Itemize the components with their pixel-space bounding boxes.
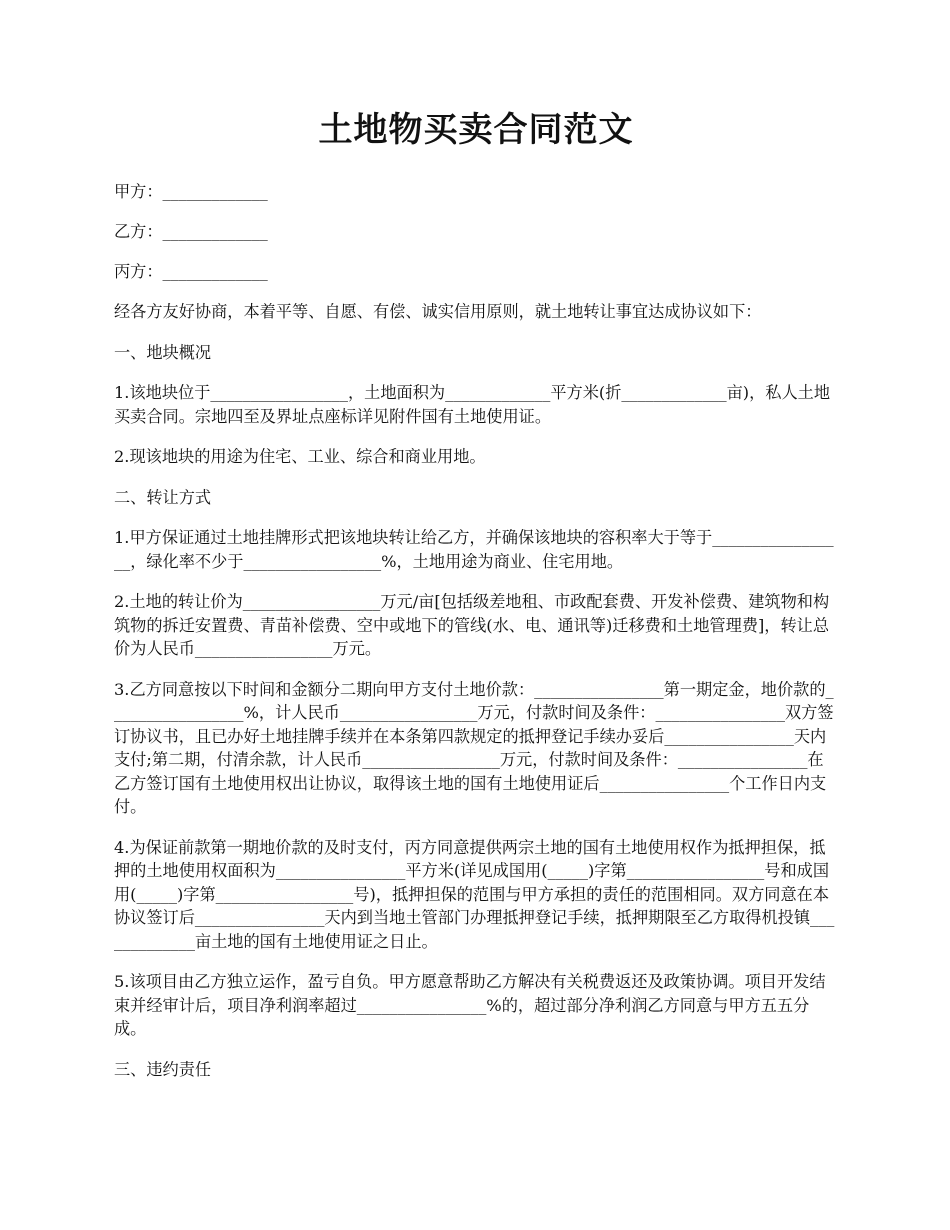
section-heading-land-overview: 一、地块概况	[114, 342, 212, 362]
party-b-line: 乙方：_____________	[114, 222, 268, 241]
clause-transfer-price: 2.土地的转让价为_________________万元/亩[包括级差地租、市政配套费、开发补偿费、建筑物和构筑物的拆迁安置费、青苗补偿费、空中或地下的管线(水、电、通讯等)迁移费和土地管理费]，转让总价为人民币_________________万元。	[114, 592, 830, 658]
party-a-line: 甲方：_____________	[114, 182, 268, 201]
section-heading-transfer-method: 二、转让方式	[114, 487, 212, 507]
clause-payment-schedule: 3.乙方同意按以下时间和金额分二期向甲方支付土地价款：________________第一期定金，地价款的_________________%，计人民币_________________万元，付款时间及条件：________________双方签订协议书，且已办好土地挂牌手续并在本条第四款规定的抵押登记手续办妥后________________天内支付;第二期，付清余款，计人民币_________________万元，付款时间及条件：________________在乙方签订国有土地使用权出让协议，取得该土地的国有土地使用证后________________个工作日内支付。	[114, 679, 834, 816]
intro-paragraph: 经各方友好协商，本着平等、自愿、有偿、诚实信用原则，就土地转让事宜达成协议如下：	[114, 302, 762, 321]
clause-land-location: 1.该地块位于_________________，土地面积为_____________平方米(折_____________亩)，私人土地买卖合同。宗地四至及界址点座标详见附件国有土地使用证。	[114, 383, 831, 426]
party-c-line: 丙方：_____________	[114, 262, 268, 281]
clause-mortgage-guarantee: 4.为保证前款第一期地价款的及时支付，丙方同意提供两宗土地的国有土地使用权作为抵押担保，抵押的土地使用权面积为________________平方米(详见成国用(_____)字第_________________号和成国用(_____)字第_________________号)，抵押担保的范围与甲方承担的责任的范围相同。双方同意在本协议签订后________________天内到当地土管部门办理抵押登记手续，抵押期限至乙方取得机投镇_____________亩土地的国有土地使用证之日止。	[114, 837, 835, 951]
clause-profit-sharing: 5.该项目由乙方独立运作，盈亏自负。甲方愿意帮助乙方解决有关税费返还及政策协调。项目开发结束并经审计后，项目净利润率超过________________%的，超过部分净利润乙方同意与甲方五五分成。	[114, 972, 826, 1038]
section-heading-liability: 三、违约责任	[114, 1059, 212, 1079]
document-title: 土地物买卖合同范文	[318, 110, 634, 150]
clause-land-use: 2.现该地块的用途为住宅、工业、综合和商业用地。	[114, 447, 486, 466]
clause-listing-guarantee: 1.甲方保证通过土地挂牌形式把该地块转让给乙方，并确保该地块的容积率大于等于_________________，绿化率不少于_________________%，土地用途为商业、住宅用地。	[114, 528, 834, 571]
